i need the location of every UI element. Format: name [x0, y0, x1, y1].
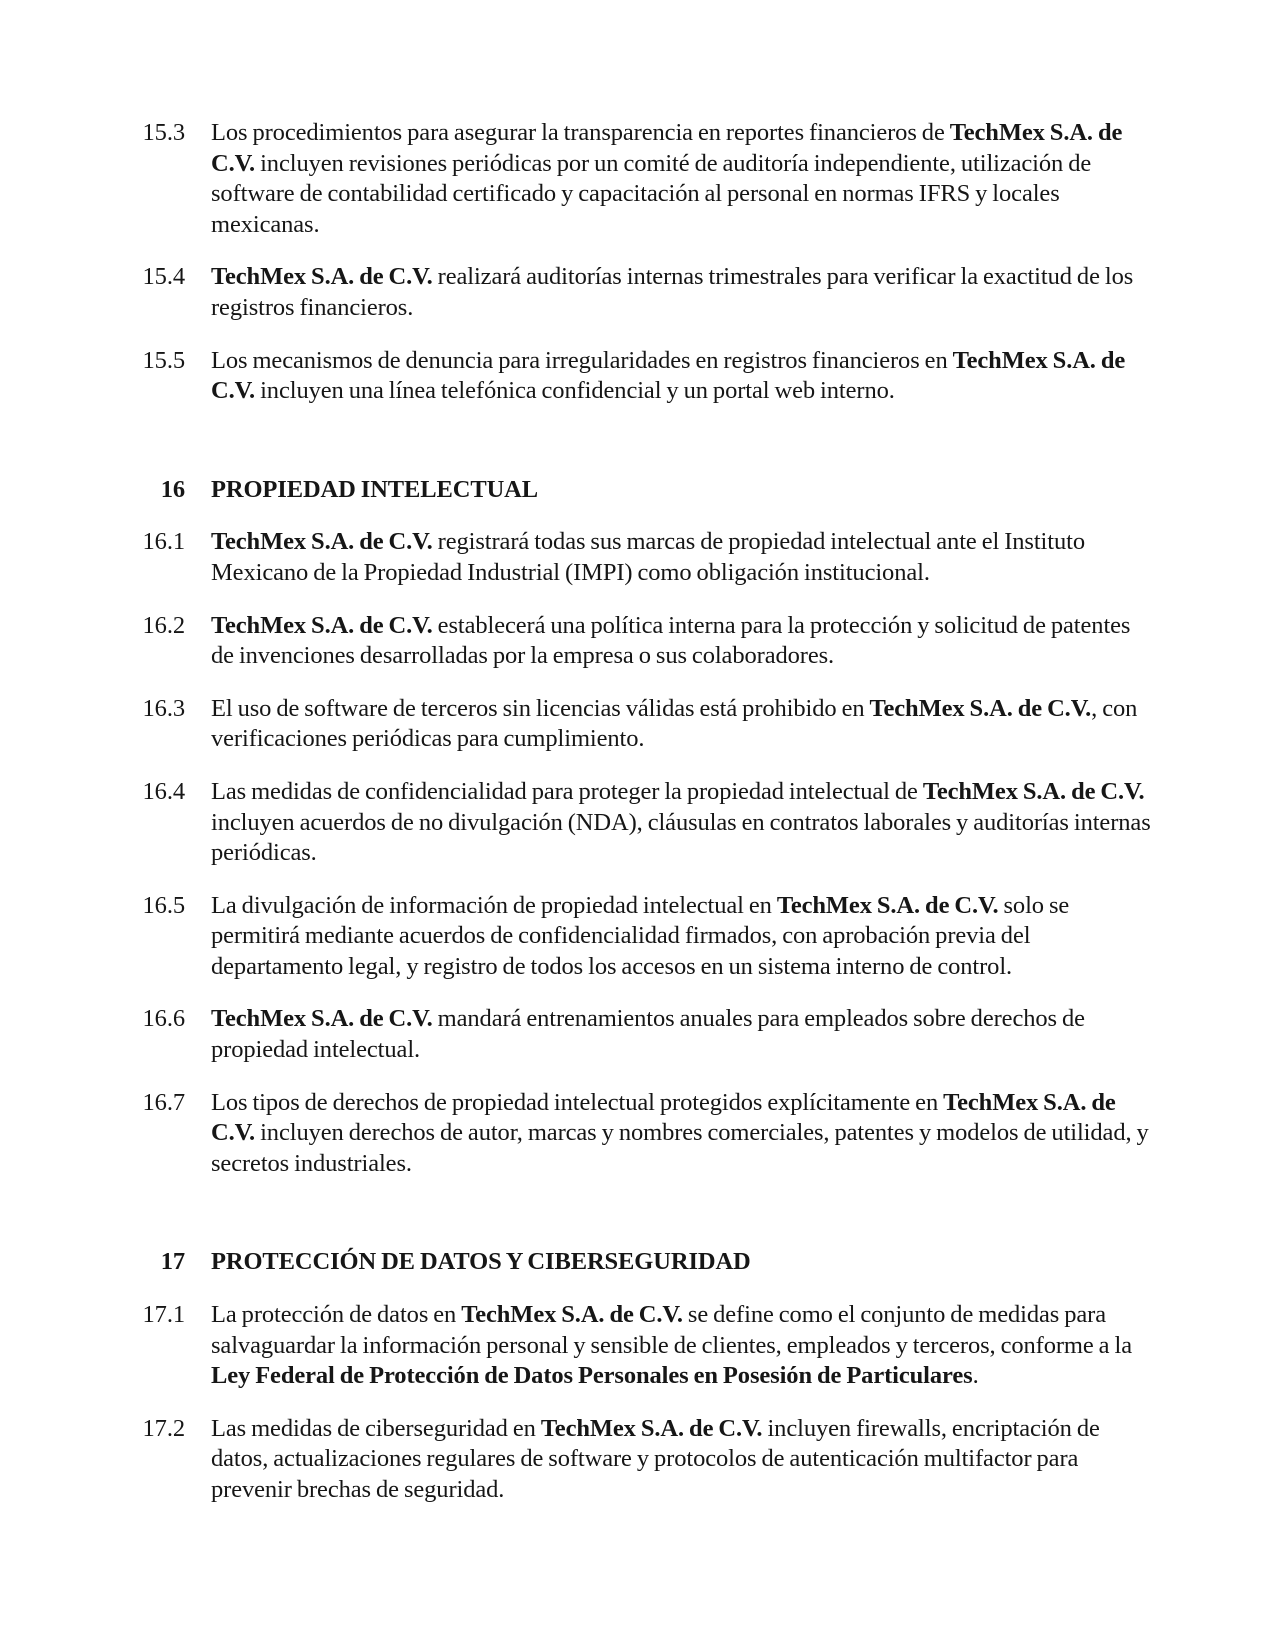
text-segment: .	[972, 1362, 979, 1390]
clause-text	[211, 777, 1152, 869]
clause-item	[141, 1414, 1152, 1506]
clause-text	[211, 1300, 1152, 1392]
clause-number: 15.4	[142, 263, 185, 291]
clause-text	[211, 346, 1152, 407]
clause-item	[141, 118, 1152, 240]
number-cell	[141, 777, 211, 869]
text-segment: , con verificaciones periódicas para cumplimiento.	[211, 694, 1138, 753]
text-segment: registrará todas sus marcas de propiedad intelectual ante el Instituto Mexicano de la Propiedad Industrial (IMPI) como obligación institucional.	[211, 528, 1085, 586]
text-segment: incluyen derechos de autor, marcas y nombres comerciales, patentes y modelos de utilidad, y secretos industriales.	[211, 1119, 1149, 1177]
clause-text	[211, 262, 1152, 323]
bold-text-segment: TechMex S.A. de C.V.	[211, 611, 433, 639]
bold-text-segment: TechMex S.A. de C.V.	[211, 528, 433, 556]
text-segment: Los tipos de derechos de propiedad intelectual protegidos explícitamente en	[211, 1088, 944, 1116]
number-cell	[141, 475, 211, 506]
clause-item	[141, 611, 1152, 672]
bold-text-segment: PROTECCIÓN DE DATOS Y CIBERSEGURIDAD	[211, 1248, 751, 1276]
clause-item	[141, 346, 1152, 407]
clause-number: 17.1	[142, 1301, 185, 1329]
number-cell	[141, 1088, 211, 1180]
clause-number: 15.3	[142, 119, 185, 146]
clause-text	[211, 527, 1152, 588]
text-segment: realizará auditorías internas trimestrales para verificar la exactitud de los registros financieros.	[211, 263, 1134, 321]
clause-item	[141, 1088, 1152, 1180]
number-cell	[141, 118, 211, 240]
number-cell	[141, 527, 211, 588]
clause-item	[141, 527, 1152, 588]
text-segment: Las medidas de confidencialidad para proteger la propiedad intelectual de	[211, 777, 923, 805]
text-segment: incluyen revisiones periódicas por un comité de auditoría independiente, utilización de software de contabilidad certificado y capacitación al personal en normas IFRS y locales mexicanas.	[211, 149, 1092, 238]
number-cell	[141, 1414, 211, 1506]
bold-text-segment: TechMex S.A. de C.V.	[211, 119, 1123, 177]
section-number: 16	[160, 475, 185, 503]
clause-number: 16.4	[142, 777, 185, 805]
text-segment: solo se permitirá mediante acuerdos de confidencialidad firmados, con aprobación previa del departamento legal, y registro de todos los accesos en un sistema interno de control.	[211, 891, 1070, 980]
clause-text	[211, 1414, 1152, 1506]
clause-text	[211, 611, 1152, 672]
number-cell	[141, 1247, 211, 1278]
section-title	[211, 475, 1152, 506]
bold-text-segment: TechMex S.A. de C.V.	[540, 1414, 763, 1442]
text-segment: se define como el conjunto de medidas para salvaguardar la información personal y sensible de clientes, empleados y terceros, conforme a la	[211, 1301, 1132, 1359]
number-cell	[141, 611, 211, 672]
clause-item	[141, 1004, 1152, 1065]
clause-number: 16.3	[142, 694, 185, 722]
text-segment: incluyen firewalls, encriptación de datos, actualizaciones regulares de software y protocolos de autenticación multifactor para prevenir brechas de seguridad.	[211, 1414, 1100, 1503]
clause-item	[141, 891, 1152, 983]
clause-number: 16.1	[142, 528, 185, 556]
clause-text	[211, 1088, 1152, 1180]
section-heading	[141, 475, 1152, 506]
number-cell	[141, 262, 211, 323]
bold-text-segment: TechMex S.A. de C.V.	[211, 1005, 433, 1033]
number-cell	[141, 891, 211, 983]
number-cell	[141, 346, 211, 407]
clause-number: 17.2	[142, 1414, 185, 1442]
section-number: 17	[160, 1248, 185, 1276]
text-segment: mandará entrenamientos anuales para empleados sobre derechos de propiedad intelectual.	[211, 1005, 1085, 1064]
clause-number: 16.5	[142, 891, 185, 919]
bold-text-segment: PROPIEDAD INTELECTUAL	[211, 475, 539, 503]
text-segment: establecerá una política interna para la protección y solicitud de patentes de invenciones desarrolladas por la empresa o sus colaboradores.	[211, 611, 1131, 670]
text-segment: La protección de datos en	[211, 1301, 462, 1329]
clause-text	[211, 694, 1152, 755]
bold-text-segment: TechMex S.A. de C.V.	[776, 891, 999, 919]
clause-item	[141, 1300, 1152, 1392]
bold-text-segment: TechMex S.A. de C.V.	[461, 1301, 683, 1329]
text-segment: La divulgación de información de propiedad intelectual en	[211, 891, 777, 919]
document-body	[141, 118, 1152, 1506]
clause-text	[211, 1004, 1152, 1065]
number-cell	[141, 694, 211, 755]
clause-number: 16.2	[142, 611, 185, 639]
clause-number: 16.7	[142, 1088, 185, 1116]
bold-text-segment: TechMex S.A. de C.V.	[211, 263, 433, 291]
clause-item	[141, 262, 1152, 323]
clause-number: 16.6	[142, 1005, 185, 1033]
text-segment: incluyen acuerdos de no divulgación (NDA), cláusulas en contratos laborales y auditorías internas periódicas.	[211, 808, 1151, 867]
text-segment: Las medidas de ciberseguridad en	[211, 1414, 541, 1442]
section-heading	[141, 1247, 1152, 1278]
text-segment: Los mecanismos de denuncia para irregularidades en registros financieros en	[211, 346, 953, 374]
clause-number: 15.5	[142, 346, 185, 374]
bold-text-segment: TechMex S.A. de C.V.	[922, 777, 1145, 805]
clause-text	[211, 891, 1152, 983]
clause-item	[141, 777, 1152, 869]
bold-text-segment: TechMex S.A. de C.V.	[211, 346, 1126, 405]
clause-text	[211, 118, 1152, 240]
text-segment: Los procedimientos para asegurar la transparencia en reportes financieros de	[211, 119, 950, 146]
text-segment: incluyen una línea telefónica confidencial y un portal web interno.	[255, 377, 895, 405]
section-title	[211, 1247, 1152, 1278]
bold-text-segment: TechMex S.A. de C.V.	[869, 694, 1092, 722]
bold-text-segment: TechMex S.A. de C.V.	[211, 1088, 1116, 1147]
bold-text-segment: Ley Federal de Protección de Datos Personales en Posesión de Particulares	[211, 1362, 973, 1390]
text-segment: El uso de software de terceros sin licencias válidas está prohibido en	[211, 694, 870, 722]
number-cell	[141, 1004, 211, 1065]
clause-item	[141, 694, 1152, 755]
number-cell	[141, 1300, 211, 1392]
